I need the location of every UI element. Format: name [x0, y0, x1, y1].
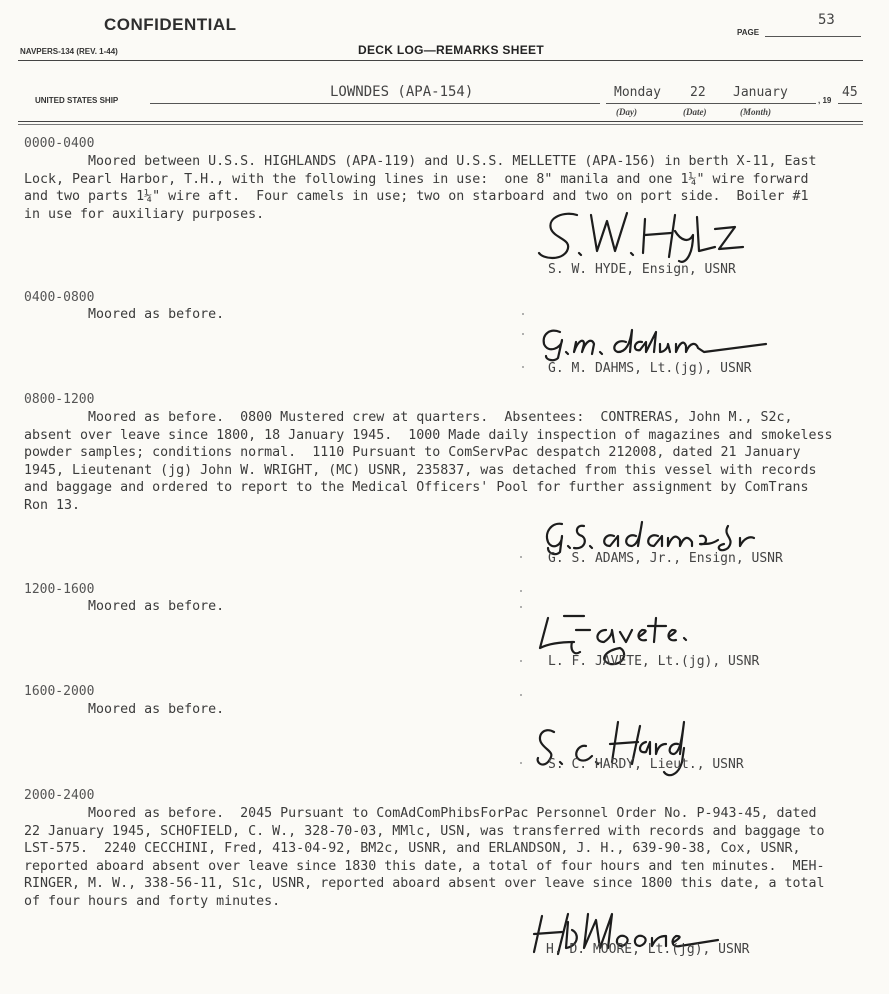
watch-period: 0000-0400 [24, 136, 95, 151]
day-caption: (Day) [616, 107, 637, 117]
date-caption: (Date) [683, 107, 707, 117]
watch-officer-name: H. D. MOORE, Lt.(jg), USNR [546, 942, 750, 957]
watch-officer-name: S. W. HYDE, Ensign, USNR [548, 262, 736, 277]
year-prefix: , 19 [818, 96, 832, 105]
date-line [606, 103, 816, 104]
ship-name-line [150, 103, 600, 104]
page-label: PAGE [737, 28, 760, 37]
watch-officer-name: L. F. JAVETE, Lt.(jg), USNR [548, 654, 760, 669]
log-day: Monday [614, 85, 661, 100]
guide-dot [520, 660, 522, 662]
watch-remarks: Moored as before. 2045 Pursuant to ComAdComPhibsForPac Personnel Order No. P-943-45, dated 22 January 1945, SCHOFIELD, C. W., 328-70-03, MMlc, USN, was transferred with records and baggage to LST-575. 2240 CECCHINI, Fred, 413-04-92, BM2c, USNR, and ERLANDSON, J. H., 639-90-38, Cox, USNR, reported aboard absent over leave since 1830 this date, a total of four hours and ten minutes. MEH- RINGER, M. W., 338-56-11, S1c, USNR, reported aboard absent over leave since 1800 this date, a total of four hours and forty minutes. [24, 806, 825, 909]
guide-dot [522, 333, 524, 335]
watch-remarks: Moored as before. [24, 307, 225, 322]
guide-dot [520, 556, 522, 558]
watch-period: 0800-1200 [24, 392, 95, 407]
guide-dot [520, 762, 522, 764]
handwritten-signature [534, 718, 694, 782]
watch-officer-name: G. M. DAHMS, Lt.(jg), USNR [548, 361, 752, 376]
watch-period: 1600-2000 [24, 684, 95, 699]
classification-stamp: CONFIDENTIAL [104, 15, 237, 34]
form-number: NAVPERS-134 (REV. 1-44) [20, 47, 118, 56]
ship-name: LOWNDES (APA-154) [330, 84, 474, 100]
watch-remarks: Moored between U.S.S. HIGHLANDS (APA-119) and U.S.S. MELLETTE (APA-156) in berth X-11, East Lock, Pearl Harbor, T.H., with the following lines in use: one 8" manila and one 1¼" wire forward and two parts 1¼" wire aft. Four camels in use; two on starboard and two on port side. Boiler #1 in use for auxiliary purposes. [24, 154, 817, 222]
ship-label: UNITED STATES SHIP [35, 96, 119, 105]
handwritten-signature [536, 322, 776, 362]
header-rule-top [18, 60, 863, 61]
handwritten-signature [540, 516, 780, 556]
year-line [838, 103, 862, 104]
page-number: 53 [818, 12, 835, 28]
page-title: DECK LOG—REMARKS SHEET [358, 43, 544, 57]
log-month: January [733, 85, 788, 100]
watch-officer-name: S. C. HARDY, Lieut., USNR [548, 757, 744, 772]
log-date: 22 [690, 85, 706, 100]
watch-period: 0400-0800 [24, 290, 95, 305]
guide-dot [522, 366, 524, 368]
watch-period: 1200-1600 [24, 582, 95, 597]
watch-remarks: Moored as before. [24, 599, 225, 614]
header-rule-bottom [18, 121, 863, 122]
watch-period: 2000-2400 [24, 788, 95, 803]
watch-officer-name: G. S. ADAMS, Jr., Ensign, USNR [548, 551, 783, 566]
handwritten-signature [535, 207, 755, 267]
month-caption: (Month) [740, 107, 772, 117]
header-rule-bottom-2 [18, 124, 863, 125]
log-year: 45 [842, 85, 858, 100]
watch-remarks: Moored as before. 0800 Mustered crew at quarters. Absentees: CONTRERAS, John M., S2c, absent over leave since 1800, 18 January 1945. 1000 Made daily inspection of magazines and smokeless powder samples; conditions normal. 1110 Pursuant to ComServPac despatch 212008, dated 21 January 1945, Lieutenant (jg) John W. WRIGHT, (MC) USNR, 235837, was detached from this vessel with records and baggage and ordered to report to the Medical Officers' Pool for further assignment by ComTrans Ron 13. [24, 410, 833, 513]
guide-dot [520, 694, 522, 696]
page-number-line [765, 36, 861, 37]
guide-dot [520, 590, 522, 592]
watch-remarks: Moored as before. [24, 702, 225, 717]
